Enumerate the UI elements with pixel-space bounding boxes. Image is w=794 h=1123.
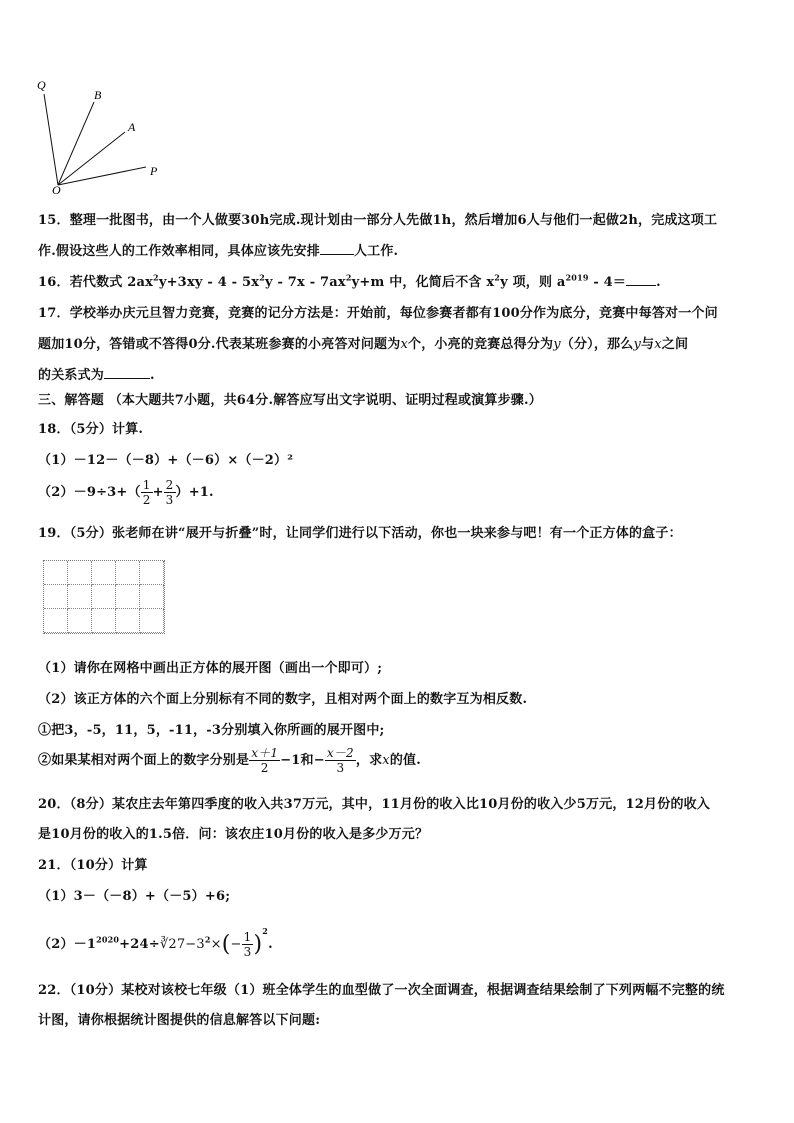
grid-cell[interactable] (140, 561, 164, 585)
grid-cell[interactable] (116, 585, 140, 609)
q20-line1: 20．（8分）某农庄去年第四季度的收入共37万元，其中，11月份的收入比10月份的收入少5万元，12月份的收入 (38, 797, 711, 812)
grid-cell[interactable] (116, 609, 140, 633)
q19-sub2: ②如果某相对两个面上的数字分别是 $\frac{x+1}{2}$ −1和− $\frac{x-2}{3}$ ，求x的值. (38, 746, 421, 775)
q18-title: 18．（5分）计算. (38, 422, 144, 437)
q16-line: 16．若代数式 $2ax^2y+3xy - 4 - 5x^2y - 7x - 7ax^2y+m$ 中，化简后不含 $x^2y$ 项，则 $a^{2019} - 4=$ . (38, 272, 661, 290)
label-o: O (52, 183, 61, 197)
ray-op (58, 167, 146, 185)
q21-title: 21．（10分）计算 (38, 858, 148, 873)
q15-line2 (38, 240, 398, 259)
grid-cell[interactable] (44, 561, 68, 585)
q16-blank[interactable] (626, 273, 656, 286)
grid-cell[interactable] (92, 609, 116, 633)
grid-cell[interactable] (140, 585, 164, 609)
q20-line2: 是10月份的收入的1.5倍．问：该农庄10月份的收入是多少万元？ (38, 827, 429, 842)
grid-cell[interactable] (68, 585, 92, 609)
cube-root: ∛27 (159, 937, 186, 952)
q17-line2: 题加10分，答错或不答得0分.代表某班参赛的小亮答对问题为x个，小亮的竞赛总得分为y（分），那么y与x之间 (38, 337, 689, 352)
q22-line2: 计图，请你根据统计图提供的信息解答以下问题: (38, 1013, 321, 1028)
q21-part2: $(2)-1^{2020}+24\div∛27-3^2\times(-$ $\frac{1}{3}$ )$^2$. (38, 926, 273, 959)
q15-line1: 15．整理一批图书，由一个人做要30h完成.现计划由一部分人先做1h，然后增加6人与他们一起做2h，完成这项工 (38, 213, 718, 228)
grid-cell[interactable] (68, 561, 92, 585)
label-q: Q (37, 78, 46, 92)
q21-part1: （1）3－（－8）+（－5）+6; (38, 889, 231, 904)
ray-oa (58, 132, 125, 185)
angle-figure (30, 72, 170, 200)
label-a: A (128, 120, 136, 134)
fraction-x-plus-1-over-2: $\frac{x+1}{2}$ (251, 746, 279, 775)
q17-line3: 的关系式为 . (38, 368, 155, 383)
grid-cell[interactable] (44, 585, 68, 609)
fraction-x-minus-2-over-3: $\frac{x-2}{3}$ (326, 746, 354, 775)
ray-oq (44, 94, 58, 185)
grid-cell[interactable] (92, 585, 116, 609)
fraction-two-thirds: $\frac{2}{3}$ (165, 478, 174, 507)
q18-part2: （2）－9÷3+（ $\frac{1}{2}$ + $\frac{2}{3}$ ）+1. (38, 478, 214, 507)
grid-cell[interactable] (116, 561, 140, 585)
grid-cell[interactable] (140, 609, 164, 633)
ray-ob (58, 102, 94, 185)
fraction-one-third: $\frac{1}{3}$ (243, 930, 252, 959)
q22-line1: 22．（10分）某校对该校七年级（1）班全体学生的血型做了一次全面调查，根据调查结果绘制了下列两幅不完整的统 (38, 983, 725, 998)
q19-sub1: ①把3，-5，11，5，-11，-3分别填入你所画的展开图中; (38, 723, 385, 738)
q15-text: 作.假设这些人的工作效率相同，具体应该先安排 (38, 244, 320, 259)
q19-part2: （2）该正方体的六个面上分别标有不同的数字，且相对两个面上的数字互为相反数. (38, 692, 528, 707)
section-3-heading: 三、解答题 （本大题共7小题，共64分.解答应写出文字说明、证明过程或演算步骤.） (38, 393, 542, 408)
q15-text-end: 人工作. (353, 244, 399, 259)
label-b: B (94, 88, 102, 102)
q17-blank[interactable] (104, 366, 150, 379)
q17-line1: 17．学校举办庆元旦智力竞赛，竞赛的记分方法是：开始前，每位参赛者都有100分作为底分，竞赛中每答对一个问 (38, 306, 718, 321)
grid-cell[interactable] (68, 609, 92, 633)
q18-part1: （1）－12－（－8）+（－6）×（－2）² (38, 453, 294, 468)
q19-title: 19．（5分）张老师在讲“展开与折叠”时，让同学们进行以下活动，你也一块来参与吧！有一个正方体的盒子： (38, 526, 682, 541)
drawing-grid[interactable] (43, 560, 165, 634)
q19-part1: （1）请你在网格中画出正方体的展开图（画出一个即可）; (38, 661, 383, 676)
label-p: P (150, 164, 158, 178)
grid-cell[interactable] (92, 561, 116, 585)
q15-blank[interactable] (320, 242, 354, 255)
fraction-half: $\frac{1}{2}$ (142, 478, 151, 507)
grid-cell[interactable] (44, 609, 68, 633)
